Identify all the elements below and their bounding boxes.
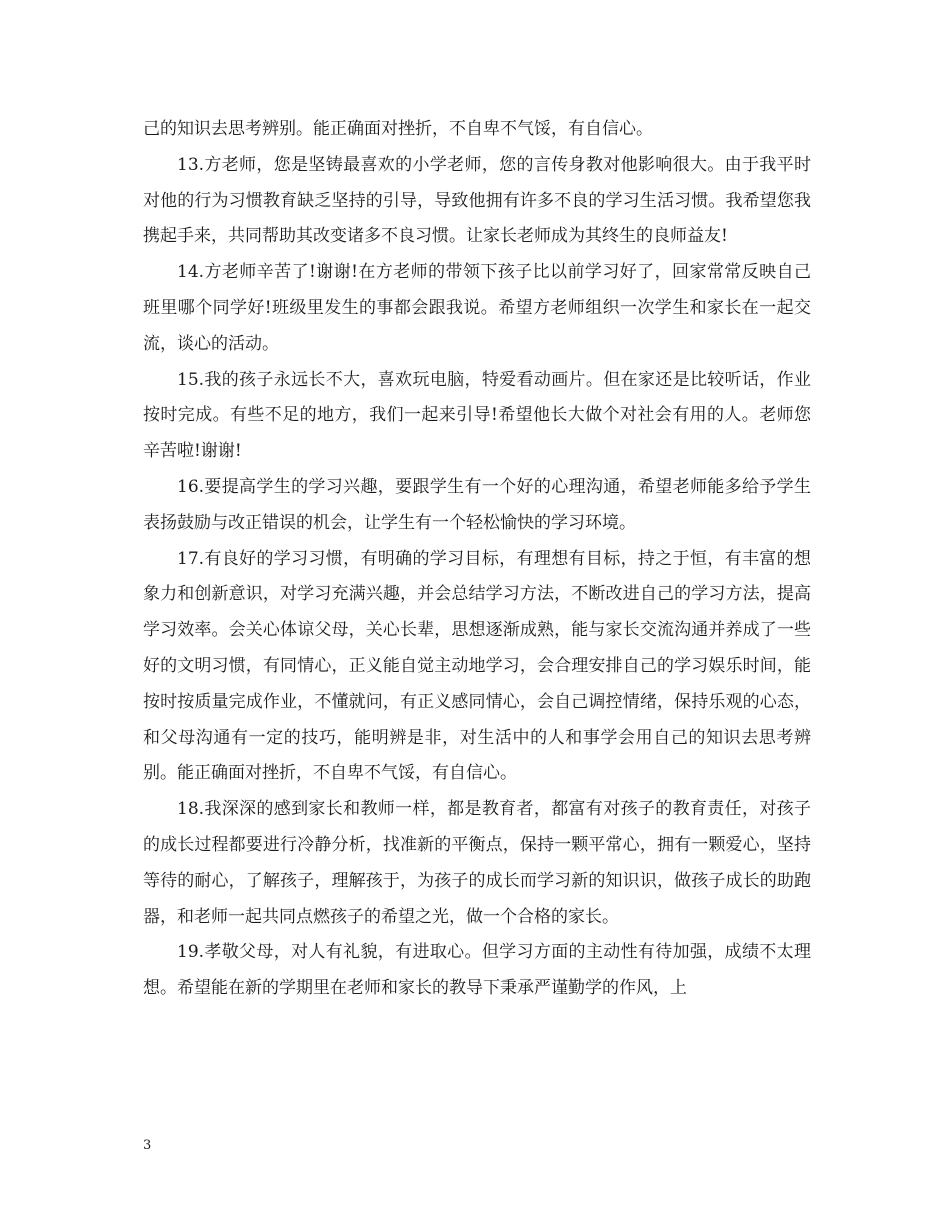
paragraph-16: 16.要提高学生的学习兴趣，要跟学生有一个好的心理沟通，希望老师能多给予学生表扬鼓励与改正错误的机会，让学生有一个轻松愉快的学习环境。 [143, 476, 811, 533]
document-body [143, 112, 811, 1007]
paragraph-13: 13.方老师，您是坚铸最喜欢的小学老师，您的言传身教对他影响很大。由于我平时对他的行为习惯教育缺乏坚持的引导，导致他拥有许多不良的学习生活习惯。我希望您我携起手来，共同帮助其改变诸多不良习惯。让家长老师成为其终生的良师益友! [143, 154, 811, 247]
paragraph-continuation: 己的知识去思考辨别。能正确面对挫折，不自卑不气馁，有自信心。 [143, 119, 653, 139]
paragraph-17: 17.有良好的学习习惯，有明确的学习目标，有理想有目标，持之于恒，有丰富的想象力和创新意识，对学习充满兴趣，并会总结学习方法，不断改进自己的学习方法，提高学习效率。会关心体谅父母，关心长辈，思想逐渐成熟，能与家长交流沟通并养成了一些好的文明习惯，有同情心，正义能自觉主动地学习，会合理安排自己的学习娱乐时间，能按时按质量完成作业，不懂就问，有正义感同情心，会自己调控情绪，保持乐观的心态，和父母沟通有一定的技巧，能明辨是非，对生活中的人和事学会用自己的知识去思考辨别。能正确面对挫折，不自卑不气馁，有自信心。 [143, 548, 811, 784]
page-number: 3 [143, 1138, 152, 1153]
paragraph-19: 19.孝敬父母，对人有礼貌，有进取心。但学习方面的主动性有待加强，成绩不太理想。希望能在新的学期里在老师和家长的教导下秉承严谨勤学的作风，上 [143, 942, 811, 999]
paragraph-14: 14.方老师辛苦了!谢谢!在方老师的带领下孩子比以前学习好了，回家常常反映自己班里哪个同学好!班级里发生的事都会跟我说。希望方老师组织一次学生和家长在一起交流，谈心的活动。 [143, 262, 811, 354]
paragraph-15: 15.我的孩子永远长不大，喜欢玩电脑，特爱看动画片。但在家还是比较听话，作业按时完成。有些不足的地方，我们一起来引导!希望他长大做个对社会有用的人。老师您辛苦啦!谢谢! [143, 369, 811, 462]
paragraph-18: 18.我深深的感到家长和教师一样，都是教育者，都富有对孩子的教育责任，对孩子的成长过程都要进行冷静分析，找准新的平衡点，保持一颗平常心，拥有一颗爱心，坚持等待的耐心，了解孩子，理解孩于，为孩子的成长而学习新的知识识，做孩子成长的助跑器，和老师一起共同点燃孩子的希望之光，做一个合格的家长。 [143, 799, 811, 927]
